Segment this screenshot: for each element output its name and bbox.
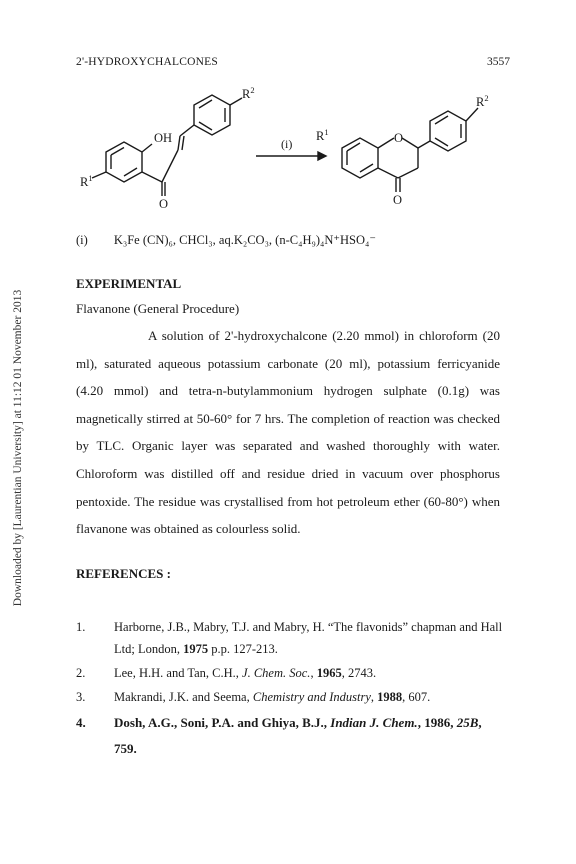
- condition-number: (i): [76, 233, 88, 247]
- r2-label: R: [242, 87, 251, 101]
- r1-label: R: [80, 175, 89, 189]
- r2-superscript: 2: [250, 85, 255, 95]
- svg-text:R2: [242, 85, 255, 101]
- reference-item: 3. Makrandi, J.K. and Seema, Chemistry and Industry, 1988, 607.: [76, 690, 431, 704]
- r1-label-product: R: [316, 129, 325, 143]
- reaction-scheme: [70, 78, 540, 224]
- svg-text:R2: [476, 93, 489, 109]
- carbonyl-o-label: O: [159, 197, 169, 211]
- svg-text:R1: [80, 173, 93, 189]
- r2-superscript-product: 2: [484, 93, 489, 103]
- procedure-paragraph: [76, 322, 500, 543]
- experimental-heading: EXPERIMENTAL: [76, 276, 182, 291]
- flavanone-structure: [316, 93, 489, 207]
- procedure-subheading: Flavanone (General Procedure): [76, 301, 240, 316]
- r2-label-product: R: [476, 95, 485, 109]
- procedure-text: A solution of 2'-hydroxychalcone (2.20 mmol) in chloroform (20 ml), saturated aqueous potassium carbonate (20 ml), potassium ferricyanide (4.20 mmol) and tetra-n-butylammonium hydrogen sulphate (0.1g) was magnetically stirred at 50-60° for 7 hrs. The completion of reaction was checked by TLC. Organic layer was separated and washed thoroughly with water. Chloroform was distilled off and residue dried in vacuum over phosphorus pentoxide. The residue was crystallised from hot petroleum ether (60-80°) when flavanone was obtained as colourless solid.: [76, 328, 500, 537]
- page-number: 3557: [487, 56, 510, 68]
- arrow-label: (i): [281, 137, 293, 151]
- reaction-conditions: [76, 232, 376, 248]
- reference-item: 2. Lee, H.H. and Tan, C.H., J. Chem. Soc., 1965, 2743.: [76, 666, 377, 680]
- svg-text:R1: [316, 127, 329, 143]
- condition-reagents: K₃Fe (CN)₆, CHCl₃, aq.K₂CO₃, (n-C₄H₉)₄N⁺HSO₄⁻: [113, 233, 376, 247]
- oh-label: OH: [154, 131, 173, 145]
- reference-list: [76, 616, 506, 764]
- carbonyl-o-label-product: O: [393, 193, 403, 207]
- chalcone-structure: [80, 85, 255, 211]
- reference-item: 1. Harborne, J.B., Mabry, T.J. and Mabry, H. “The flavonids” chapman and Hall Ltd; London, 1975 p.p. 127-213.: [76, 620, 503, 656]
- r1-superscript-product: 1: [324, 127, 329, 137]
- r1-superscript: 1: [88, 173, 93, 183]
- ring-oxygen-label: O: [394, 131, 404, 145]
- running-title: 2'-HYDROXYCHALCONES: [76, 56, 218, 68]
- reference-item: 4. Dosh, A.G., Soni, P.A. and Ghiya, B.J., Indian J. Chem., 1986, 25B, 759.: [76, 715, 482, 756]
- download-notice: Downloaded by [Laurentian University] at 11:12 01 November 2013: [12, 289, 24, 607]
- references-heading: REFERENCES :: [76, 566, 171, 581]
